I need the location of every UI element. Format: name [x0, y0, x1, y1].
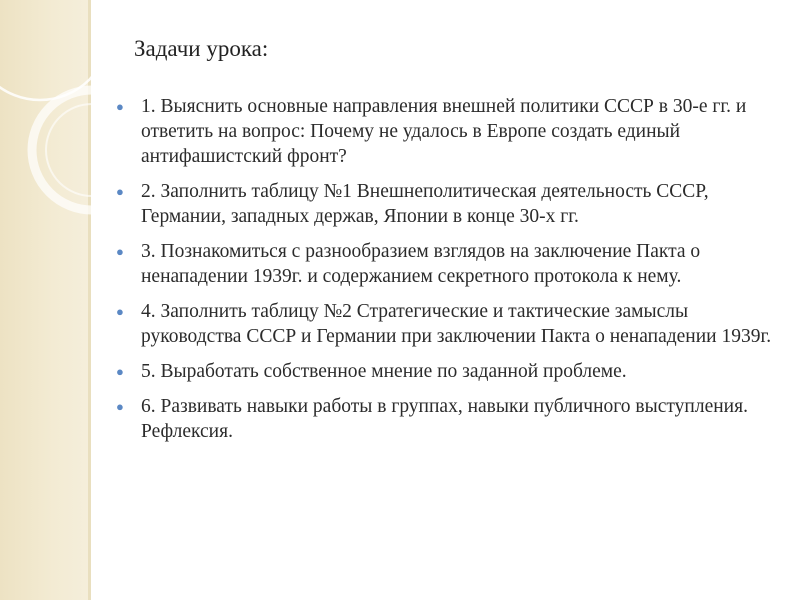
list-item — [114, 239, 780, 289]
list-item — [114, 299, 780, 349]
list-item — [114, 179, 780, 229]
slide-title: Задачи урока: — [134, 36, 269, 61]
bullet-dot-icon: ● — [116, 244, 124, 259]
list-item — [114, 94, 780, 169]
list-item-text: 1. Выяснить основные направления внешней политики СССР в 30-е гг. и ответить на вопрос: Почему не удалось в Европе создать единый антифашистский фронт? — [141, 96, 747, 167]
list-item-text: 6. Развивать навыки работы в группах, навыки публичного выступления. Рефлексия. — [141, 396, 748, 442]
list-item-text: 4. Заполнить таблицу №2 Стратегические и тактические замыслы руководства СССР и Германии при заключении Пакта о ненападении 1939г. — [141, 301, 772, 347]
list-item-text: 3. Познакомиться с разнообразием взглядов на заключение Пакта о ненападении 1939г. и содержанием секретного протокола к нему. — [141, 241, 701, 287]
bullet-dot-icon: ● — [116, 364, 124, 379]
bullet-dot-icon: ● — [116, 99, 124, 114]
decorative-circle-large — [0, 0, 110, 100]
list-item-text: 5. Выработать собственное мнение по заданной проблеме. — [141, 361, 627, 382]
list-item — [114, 394, 780, 444]
bullet-dot-icon: ● — [116, 184, 124, 199]
bullet-dot-icon: ● — [116, 399, 124, 414]
bullet-dot-icon: ● — [116, 304, 124, 319]
list-item — [114, 359, 780, 384]
objectives-list — [114, 94, 780, 454]
list-item-text: 2. Заполнить таблицу №1 Внешнеполитическая деятельность СССР, Германии, западных держав, Японии в конце 30-х гг. — [141, 181, 709, 227]
